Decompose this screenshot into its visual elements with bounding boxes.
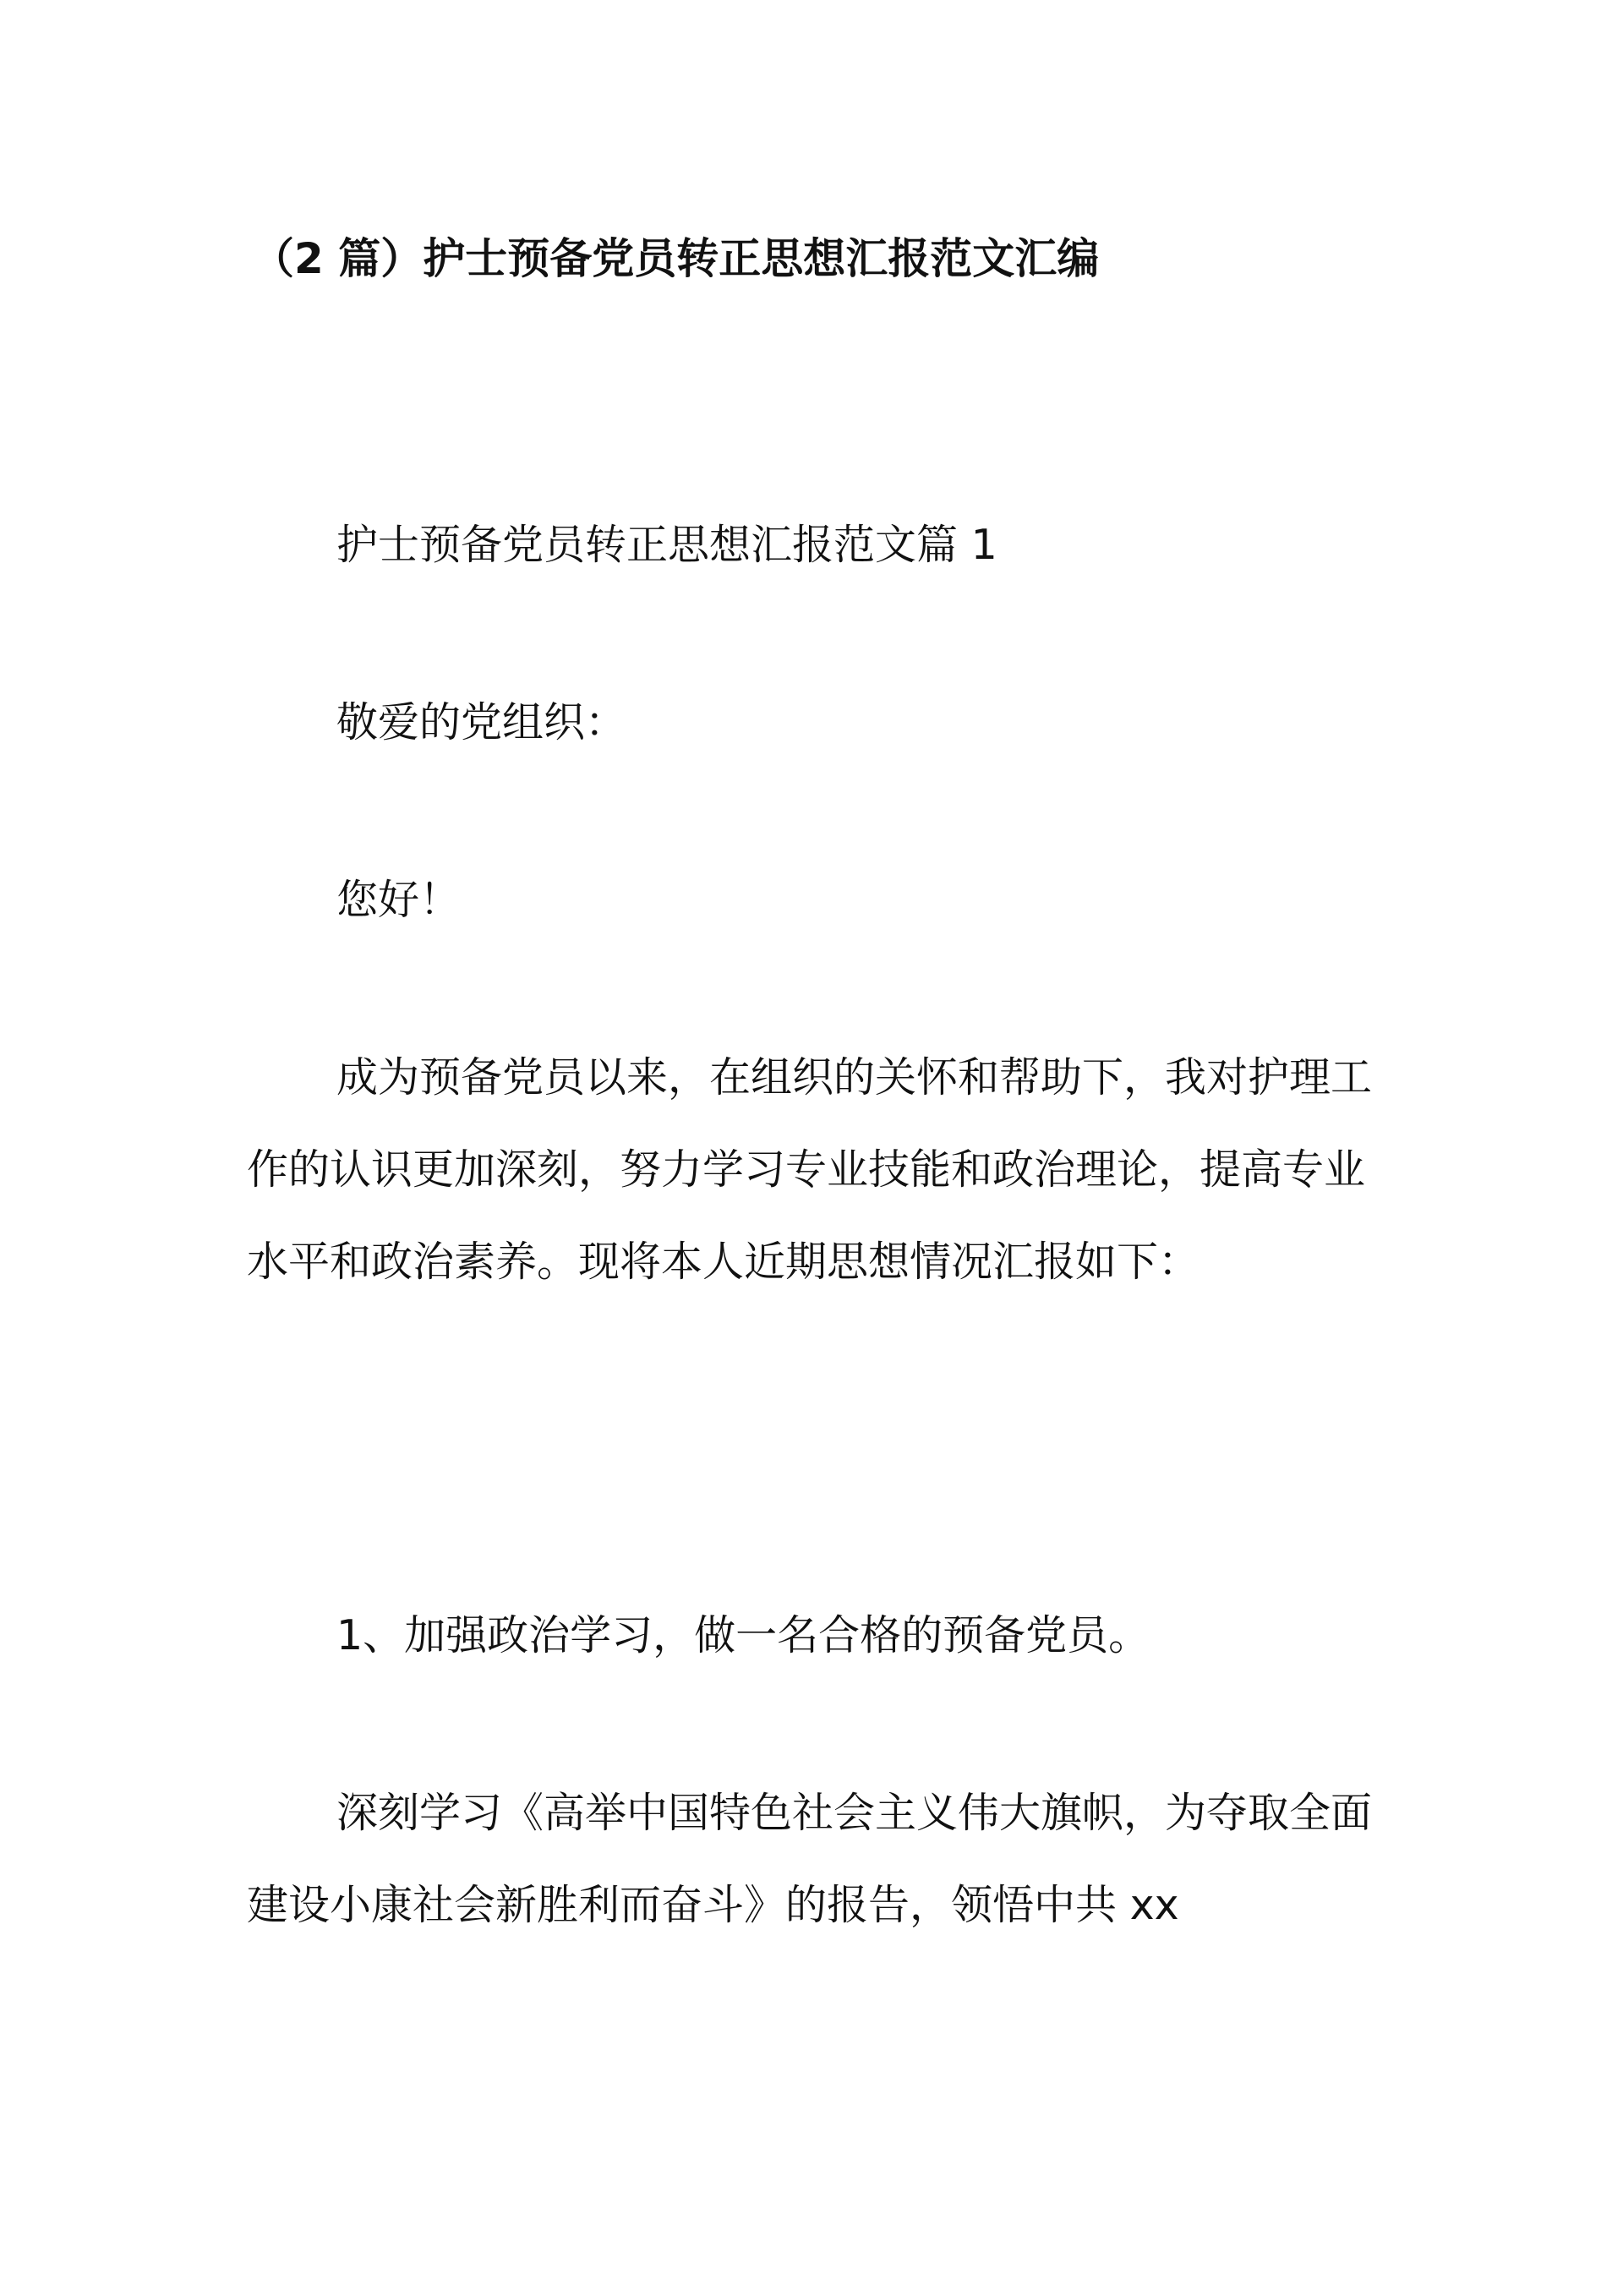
paragraph-study: 深刻学习《高举中国特色社会主义伟大旗帜，为夺取全面建设小康社会新胜利而奋斗》的报告，领悟中共 xx bbox=[247, 1789, 1373, 1929]
salutation: 敬爱的党组织： bbox=[336, 698, 627, 746]
paragraph-point-1: 1、加强政治学习，做一名合格的预备党员。 bbox=[336, 1611, 1150, 1659]
paragraph-intro: 成为预备党员以来，在组织的关怀和帮助下，我对护理工作的认识更加深刻，努力学习专业技能和政治理论，提高专业水平和政治素养。现将本人近期思想情况汇报如下： bbox=[247, 1053, 1373, 1286]
document-title: （2 篇）护士预备党员转正思想汇报范文汇编 bbox=[252, 234, 1100, 283]
greeting: 您好！ bbox=[336, 876, 462, 924]
section-heading: 护士预备党员转正思想汇报范文篇 1 bbox=[336, 521, 997, 569]
